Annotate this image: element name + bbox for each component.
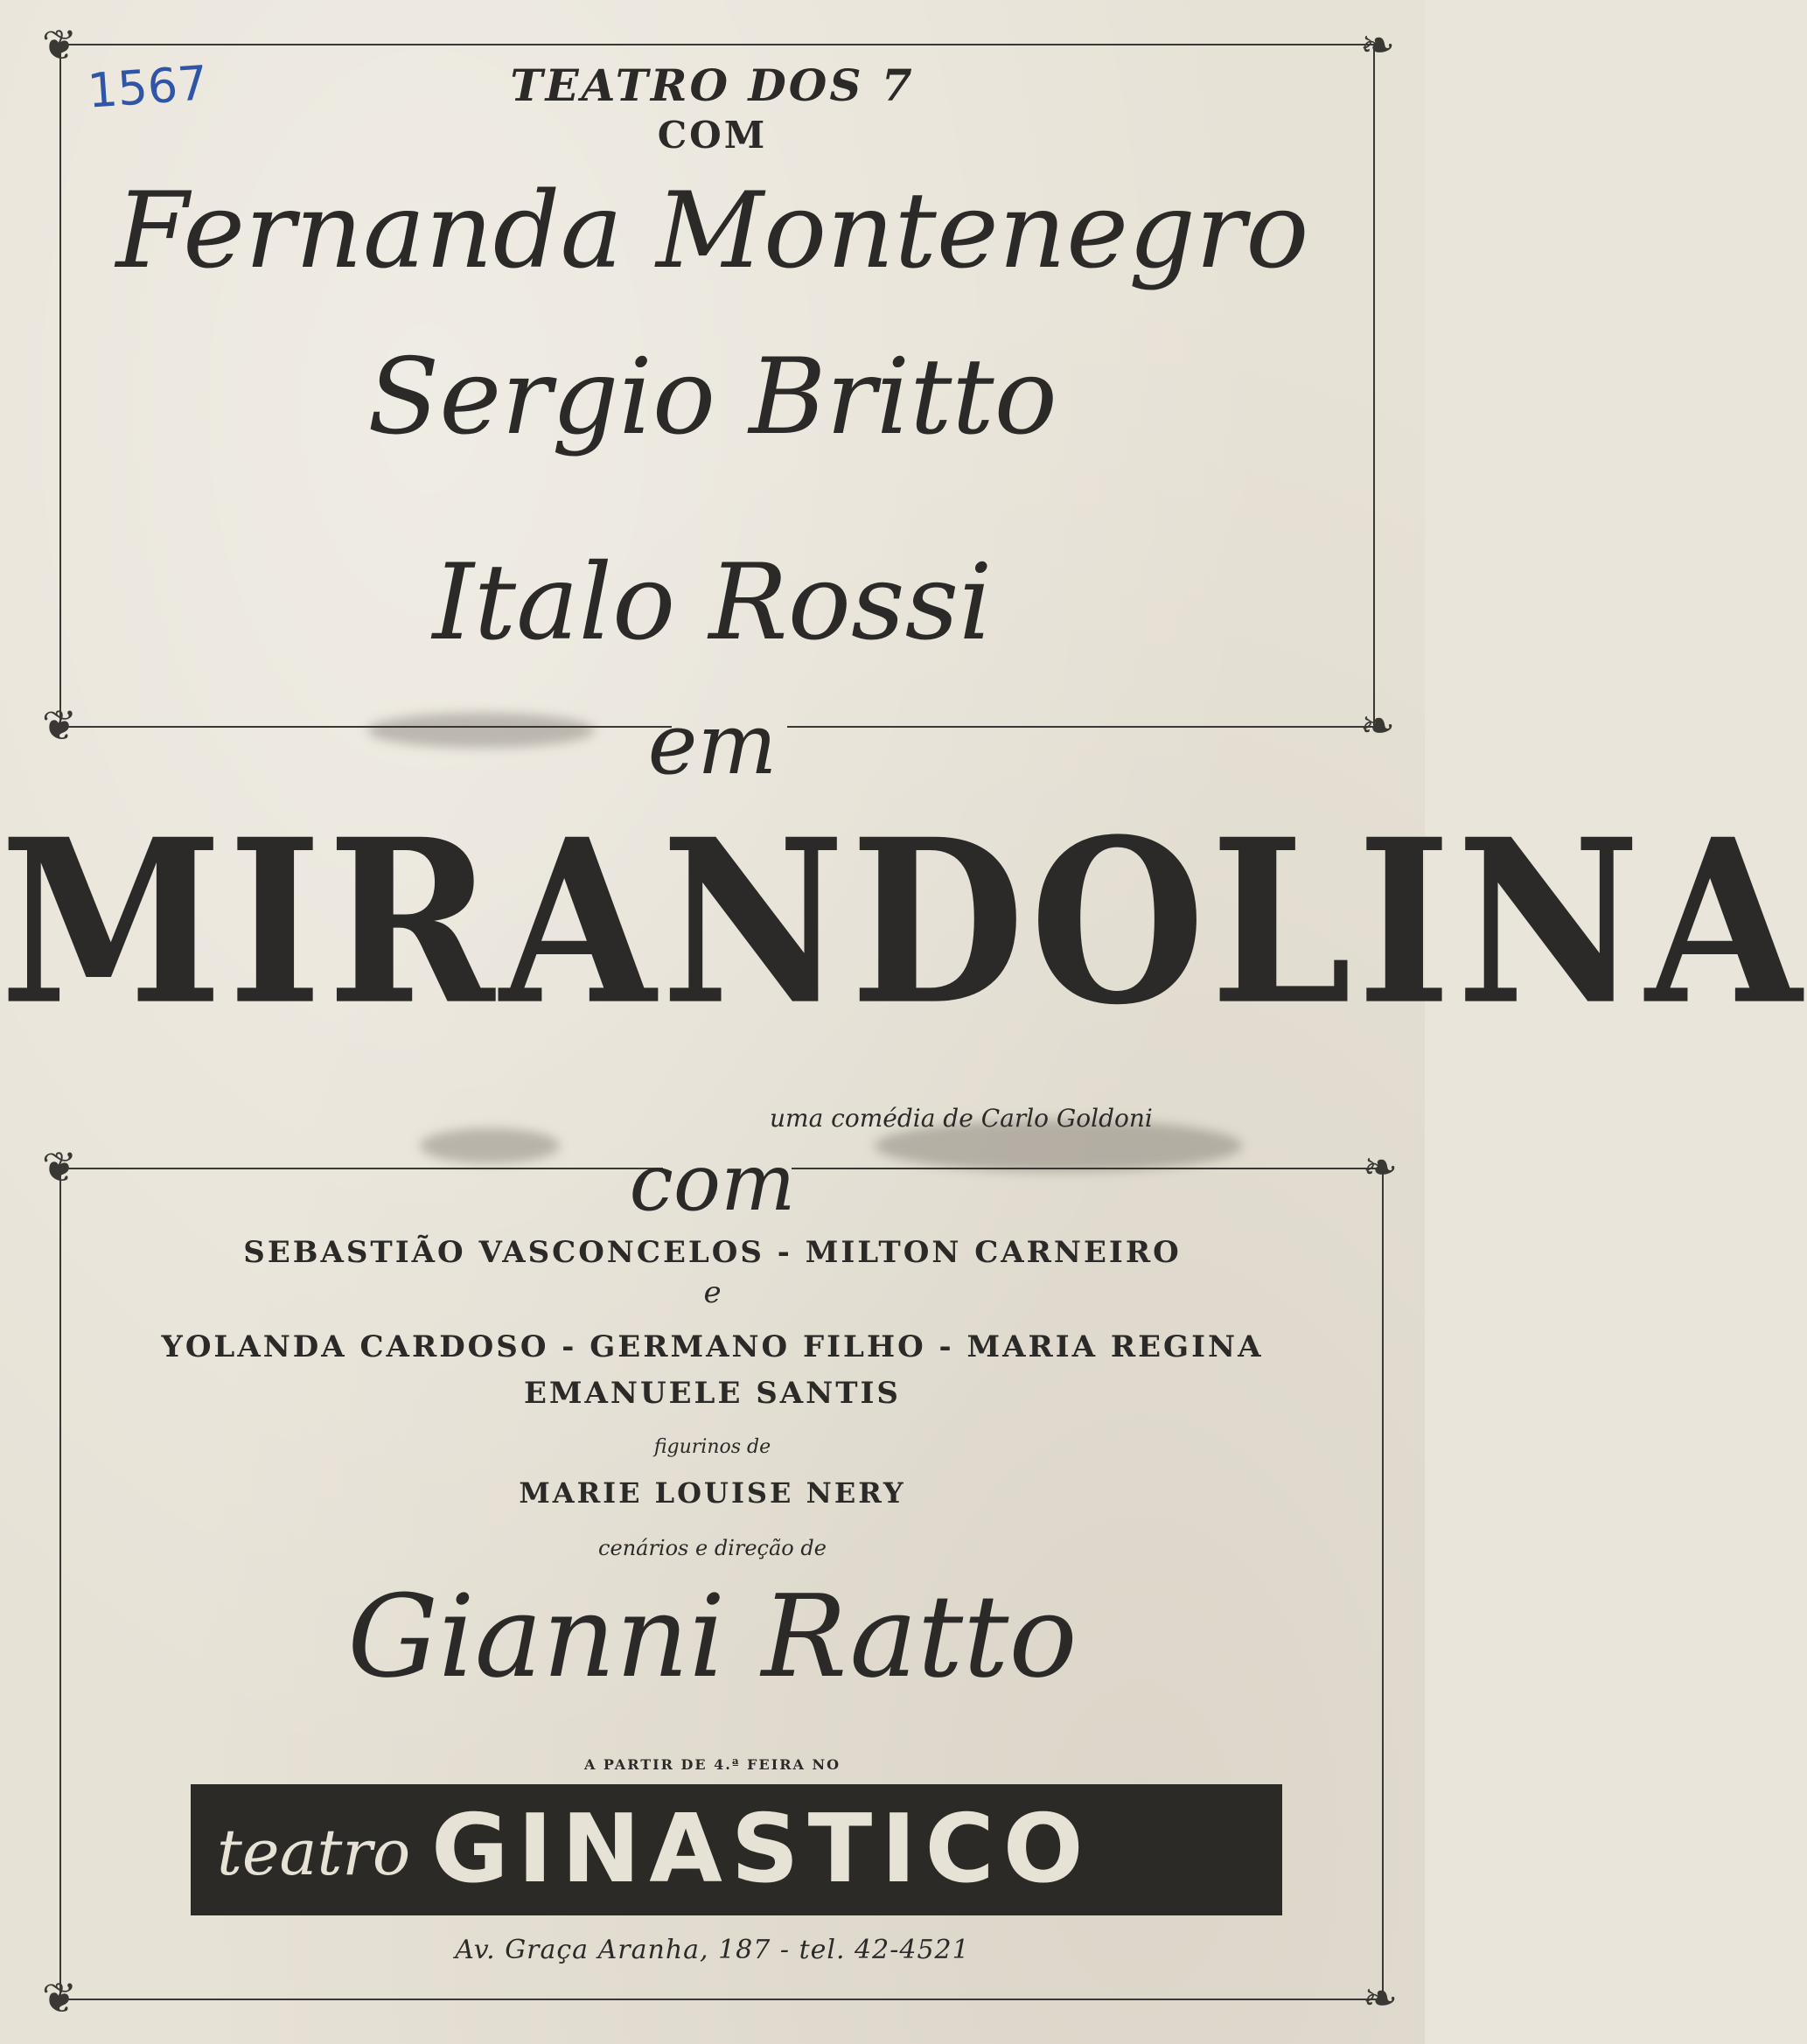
- cast-line-3: EMANUELE SANTIS: [523, 1376, 901, 1411]
- corner-scroll-ornament: ❦: [41, 21, 78, 70]
- star-name-2: Sergio Britto: [367, 337, 1057, 458]
- star-name-3: Italo Rossi: [432, 542, 993, 664]
- company-name: TEATRO DOS 7: [510, 59, 915, 111]
- play-title: MIRANDOLINA: [0, 790, 1807, 1056]
- with-label: COM: [657, 114, 768, 157]
- in-connector: em: [647, 695, 778, 793]
- cast-and: e: [703, 1275, 722, 1310]
- play-subtitle: uma comédia de Carlo Goldoni: [770, 1104, 1153, 1133]
- cast-line-2: YOLANDA CARDOSO - GERMANO FILHO - MARIA REGINA: [161, 1329, 1264, 1364]
- corner-scroll-ornament: ❦: [41, 1974, 78, 2023]
- costumes-label: figurinos de: [653, 1436, 771, 1458]
- corner-scroll-ornament: ❧: [1362, 1143, 1399, 1192]
- opening-notice: A PARTIR DE 4.ª FEIRA NO: [583, 1756, 841, 1773]
- star-name-1: Fernanda Montenegro: [115, 171, 1309, 292]
- direction-label: cenários e direção de: [598, 1536, 827, 1560]
- venue-banner: [191, 1784, 1282, 1915]
- corner-scroll-ornament: ❦: [41, 1143, 78, 1192]
- director-name: Gianni Ratto: [347, 1570, 1078, 1703]
- costumes-designer: MARIE LOUISE NERY: [519, 1476, 906, 1510]
- corner-scroll-ornament: ❧: [1359, 701, 1396, 750]
- corner-scroll-ornament: ❦: [41, 701, 78, 750]
- with-connector: com: [629, 1137, 796, 1229]
- cast-line-1: SEBASTIÃO VASCONCELOS - MILTON CARNEIRO: [243, 1235, 1182, 1270]
- handwritten-catalog-number: 1567: [85, 55, 210, 119]
- venue-name: GINASTICO: [431, 1795, 1092, 1904]
- corner-scroll-ornament: ❧: [1362, 1974, 1399, 2023]
- venue-prefix: teatro: [217, 1816, 411, 1889]
- venue-address: Av. Graça Aranha, 187 - tel. 42-4521: [455, 1935, 970, 1965]
- corner-scroll-ornament: ❧: [1359, 21, 1396, 70]
